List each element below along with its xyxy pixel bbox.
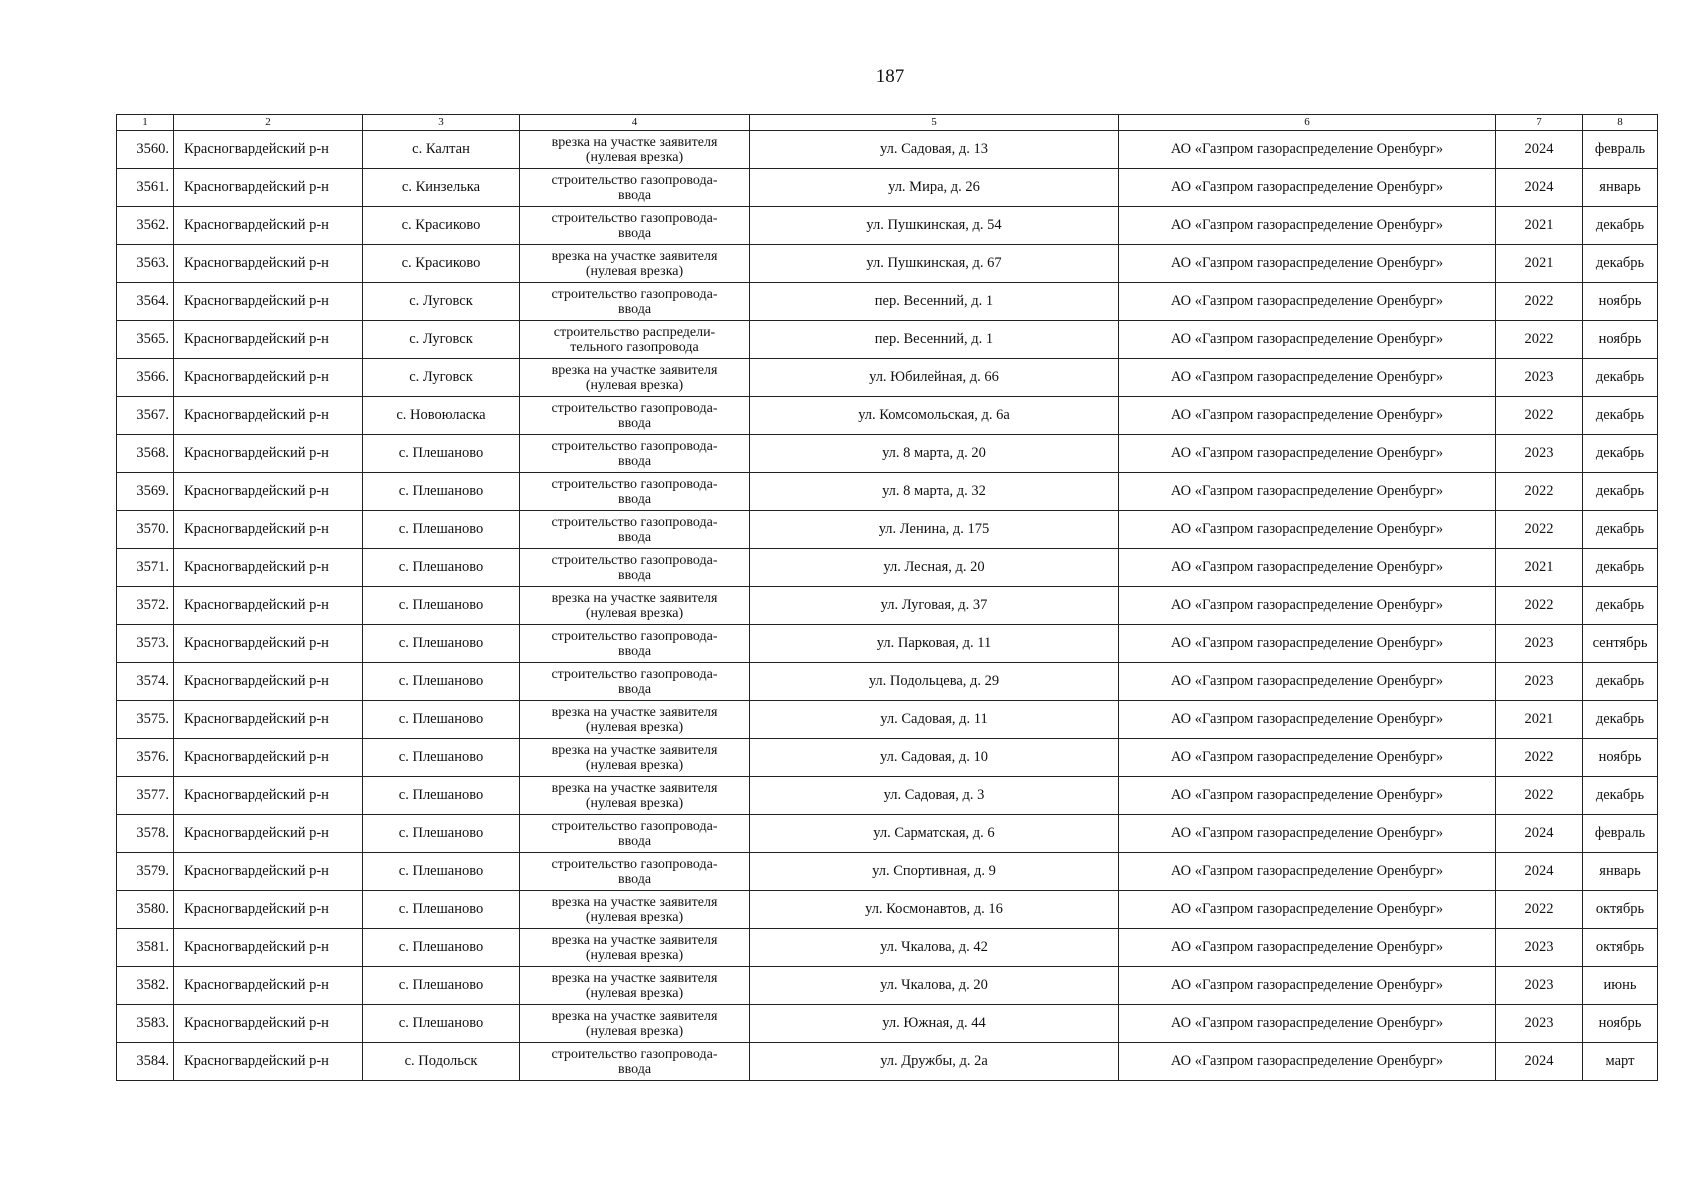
address-cell: ул. Чкалова, д. 20: [750, 967, 1119, 1005]
district-cell: Красногвардейский р-н: [174, 853, 363, 891]
row-number-cell: 3584.: [117, 1043, 174, 1081]
address-cell: ул. Южная, д. 44: [750, 1005, 1119, 1043]
year-cell: 2021: [1496, 207, 1583, 245]
work-type-cell: [520, 207, 750, 245]
settlement-cell: с. Луговск: [363, 283, 520, 321]
work-type-cell: [520, 815, 750, 853]
work-type-line: врезка на участке заявителя: [551, 894, 718, 910]
year-cell: 2022: [1496, 891, 1583, 929]
district-cell: Красногвардейский р-н: [174, 283, 363, 321]
work-type-line: (нулевая врезка): [585, 263, 684, 279]
address-cell: ул. Садовая, д. 11: [750, 701, 1119, 739]
work-type-line: врезка на участке заявителя: [551, 704, 718, 720]
year-cell: 2021: [1496, 701, 1583, 739]
work-type-line: (нулевая врезка): [585, 909, 684, 925]
address-cell: ул. Мира, д. 26: [750, 169, 1119, 207]
work-type-line: ввода: [617, 453, 652, 469]
address-cell: ул. Космонавтов, д. 16: [750, 891, 1119, 929]
settlement-cell: с. Плешаново: [363, 511, 520, 549]
month-cell: март: [1583, 1043, 1658, 1081]
work-type-line: строительство газопровода-: [551, 172, 718, 188]
work-type-line: ввода: [617, 415, 652, 431]
settlement-cell: с. Калтан: [363, 131, 520, 169]
organization-cell: АО «Газпром газораспределение Оренбург»: [1119, 853, 1496, 891]
district-cell: Красногвардейский р-н: [174, 207, 363, 245]
work-type-line: (нулевая врезка): [585, 985, 684, 1001]
work-type-cell: [520, 891, 750, 929]
organization-cell: АО «Газпром газораспределение Оренбург»: [1119, 397, 1496, 435]
year-cell: 2024: [1496, 1043, 1583, 1081]
month-cell: декабрь: [1583, 435, 1658, 473]
work-type-cell: [520, 1043, 750, 1081]
work-type-line: строительство газопровода-: [551, 1046, 718, 1062]
district-cell: Красногвардейский р-н: [174, 663, 363, 701]
settlement-cell: с. Плешаново: [363, 663, 520, 701]
district-cell: Красногвардейский р-н: [174, 245, 363, 283]
work-type-line: врезка на участке заявителя: [551, 780, 718, 796]
work-type-line: (нулевая врезка): [585, 757, 684, 773]
row-number-cell: 3566.: [117, 359, 174, 397]
row-number-cell: 3572.: [117, 587, 174, 625]
work-type-line: ввода: [617, 567, 652, 583]
year-cell: 2024: [1496, 815, 1583, 853]
settlement-cell: с. Новоюласка: [363, 397, 520, 435]
work-type-cell: [520, 435, 750, 473]
month-cell: декабрь: [1583, 549, 1658, 587]
work-type-line: врезка на участке заявителя: [551, 742, 718, 758]
address-cell: ул. Парковая, д. 11: [750, 625, 1119, 663]
address-cell: ул. Чкалова, д. 42: [750, 929, 1119, 967]
month-cell: декабрь: [1583, 397, 1658, 435]
year-cell: 2023: [1496, 929, 1583, 967]
settlement-cell: с. Плешаново: [363, 549, 520, 587]
work-type-cell: [520, 131, 750, 169]
organization-cell: АО «Газпром газораспределение Оренбург»: [1119, 663, 1496, 701]
table-row: [117, 549, 1658, 587]
address-cell: ул. Спортивная, д. 9: [750, 853, 1119, 891]
work-type-line: строительство распредели-: [553, 324, 716, 340]
month-cell: ноябрь: [1583, 739, 1658, 777]
work-type-line: ввода: [617, 225, 652, 241]
district-cell: Красногвардейский р-н: [174, 815, 363, 853]
month-cell: февраль: [1583, 131, 1658, 169]
work-type-cell: [520, 663, 750, 701]
address-cell: ул. Сарматская, д. 6: [750, 815, 1119, 853]
gasification-table: [116, 114, 1658, 1081]
work-type-line: ввода: [617, 643, 652, 659]
work-type-line: врезка на участке заявителя: [551, 590, 718, 606]
settlement-cell: с. Плешаново: [363, 815, 520, 853]
work-type-line: врезка на участке заявителя: [551, 970, 718, 986]
month-cell: декабрь: [1583, 777, 1658, 815]
work-type-cell: [520, 739, 750, 777]
district-cell: Красногвардейский р-н: [174, 511, 363, 549]
work-type-cell: [520, 245, 750, 283]
table-row: [117, 967, 1658, 1005]
row-number-cell: 3576.: [117, 739, 174, 777]
row-number-cell: 3562.: [117, 207, 174, 245]
table-row: [117, 359, 1658, 397]
row-number-cell: 3564.: [117, 283, 174, 321]
organization-cell: АО «Газпром газораспределение Оренбург»: [1119, 245, 1496, 283]
work-type-line: (нулевая врезка): [585, 795, 684, 811]
settlement-cell: с. Плешаново: [363, 625, 520, 663]
work-type-cell: [520, 1005, 750, 1043]
work-type-line: ввода: [617, 833, 652, 849]
work-type-line: врезка на участке заявителя: [551, 1008, 718, 1024]
address-cell: ул. Пушкинская, д. 54: [750, 207, 1119, 245]
organization-cell: АО «Газпром газораспределение Оренбург»: [1119, 891, 1496, 929]
table-body: [117, 131, 1658, 1081]
settlement-cell: с. Подольск: [363, 1043, 520, 1081]
district-cell: Красногвардейский р-н: [174, 473, 363, 511]
work-type-line: врезка на участке заявителя: [551, 134, 718, 150]
work-type-cell: [520, 929, 750, 967]
district-cell: Красногвардейский р-н: [174, 891, 363, 929]
year-cell: 2023: [1496, 967, 1583, 1005]
table-row: [117, 397, 1658, 435]
address-cell: ул. Пушкинская, д. 67: [750, 245, 1119, 283]
work-type-line: (нулевая врезка): [585, 377, 684, 393]
year-cell: 2024: [1496, 169, 1583, 207]
settlement-cell: с. Плешаново: [363, 929, 520, 967]
work-type-line: (нулевая врезка): [585, 605, 684, 621]
work-type-line: строительство газопровода-: [551, 818, 718, 834]
organization-cell: АО «Газпром газораспределение Оренбург»: [1119, 435, 1496, 473]
table-row: [117, 169, 1658, 207]
table-row: [117, 321, 1658, 359]
row-number-cell: 3565.: [117, 321, 174, 359]
work-type-line: строительство газопровода-: [551, 856, 718, 872]
table-row: [117, 587, 1658, 625]
month-cell: октябрь: [1583, 891, 1658, 929]
header-col-4: 4: [520, 115, 750, 131]
work-type-line: ввода: [617, 529, 652, 545]
year-cell: 2022: [1496, 473, 1583, 511]
settlement-cell: с. Плешаново: [363, 473, 520, 511]
settlement-cell: с. Плешаново: [363, 891, 520, 929]
settlement-cell: с. Плешаново: [363, 435, 520, 473]
address-cell: пер. Весенний, д. 1: [750, 321, 1119, 359]
work-type-line: строительство газопровода-: [551, 666, 718, 682]
year-cell: 2023: [1496, 663, 1583, 701]
table-row: [117, 777, 1658, 815]
row-number-cell: 3578.: [117, 815, 174, 853]
address-cell: ул. 8 марта, д. 32: [750, 473, 1119, 511]
work-type-cell: [520, 321, 750, 359]
work-type-line: строительство газопровода-: [551, 400, 718, 416]
year-cell: 2023: [1496, 625, 1583, 663]
table-row: [117, 511, 1658, 549]
settlement-cell: с. Плешаново: [363, 1005, 520, 1043]
work-type-cell: [520, 549, 750, 587]
year-cell: 2023: [1496, 1005, 1583, 1043]
work-type-line: (нулевая врезка): [585, 149, 684, 165]
organization-cell: АО «Газпром газораспределение Оренбург»: [1119, 625, 1496, 663]
header-col-7: 7: [1496, 115, 1583, 131]
row-number-cell: 3560.: [117, 131, 174, 169]
year-cell: 2024: [1496, 853, 1583, 891]
page-number: 187: [875, 66, 905, 87]
organization-cell: АО «Газпром газораспределение Оренбург»: [1119, 511, 1496, 549]
work-type-line: строительство газопровода-: [551, 552, 718, 568]
district-cell: Красногвардейский р-н: [174, 169, 363, 207]
month-cell: январь: [1583, 169, 1658, 207]
work-type-cell: [520, 397, 750, 435]
month-cell: декабрь: [1583, 701, 1658, 739]
work-type-cell: [520, 283, 750, 321]
organization-cell: АО «Газпром газораспределение Оренбург»: [1119, 321, 1496, 359]
settlement-cell: с. Плешаново: [363, 777, 520, 815]
table-header: [117, 115, 1658, 131]
year-cell: 2022: [1496, 283, 1583, 321]
organization-cell: АО «Газпром газораспределение Оренбург»: [1119, 587, 1496, 625]
settlement-cell: с. Плешаново: [363, 967, 520, 1005]
month-cell: февраль: [1583, 815, 1658, 853]
month-cell: декабрь: [1583, 359, 1658, 397]
work-type-line: ввода: [617, 491, 652, 507]
header-col-5: 5: [750, 115, 1119, 131]
table-row: [117, 815, 1658, 853]
work-type-line: строительство газопровода-: [551, 514, 718, 530]
settlement-cell: с. Плешаново: [363, 853, 520, 891]
district-cell: Красногвардейский р-н: [174, 587, 363, 625]
settlement-cell: с. Плешаново: [363, 701, 520, 739]
organization-cell: АО «Газпром газораспределение Оренбург»: [1119, 549, 1496, 587]
year-cell: 2022: [1496, 739, 1583, 777]
district-cell: Красногвардейский р-н: [174, 131, 363, 169]
address-cell: ул. Подольцева, д. 29: [750, 663, 1119, 701]
settlement-cell: с. Луговск: [363, 359, 520, 397]
organization-cell: АО «Газпром газораспределение Оренбург»: [1119, 131, 1496, 169]
work-type-cell: [520, 169, 750, 207]
month-cell: декабрь: [1583, 663, 1658, 701]
organization-cell: АО «Газпром газораспределение Оренбург»: [1119, 739, 1496, 777]
work-type-cell: [520, 473, 750, 511]
district-cell: Красногвардейский р-н: [174, 1005, 363, 1043]
header-col-2: 2: [174, 115, 363, 131]
work-type-line: врезка на участке заявителя: [551, 248, 718, 264]
work-type-cell: [520, 511, 750, 549]
district-cell: Красногвардейский р-н: [174, 397, 363, 435]
work-type-cell: [520, 359, 750, 397]
row-number-cell: 3570.: [117, 511, 174, 549]
address-cell: ул. Ленина, д. 175: [750, 511, 1119, 549]
district-cell: Красногвардейский р-н: [174, 967, 363, 1005]
district-cell: Красногвардейский р-н: [174, 625, 363, 663]
year-cell: 2022: [1496, 587, 1583, 625]
settlement-cell: с. Плешаново: [363, 587, 520, 625]
work-type-line: врезка на участке заявителя: [551, 362, 718, 378]
month-cell: декабрь: [1583, 207, 1658, 245]
address-cell: ул. 8 марта, д. 20: [750, 435, 1119, 473]
header-col-3: 3: [363, 115, 520, 131]
month-cell: декабрь: [1583, 473, 1658, 511]
month-cell: декабрь: [1583, 245, 1658, 283]
work-type-line: ввода: [617, 681, 652, 697]
table-row: [117, 131, 1658, 169]
table-row: [117, 853, 1658, 891]
year-cell: 2022: [1496, 397, 1583, 435]
table-row: [117, 1005, 1658, 1043]
row-number-cell: 3579.: [117, 853, 174, 891]
work-type-line: ввода: [617, 871, 652, 887]
table-row: [117, 283, 1658, 321]
row-number-cell: 3561.: [117, 169, 174, 207]
year-cell: 2022: [1496, 777, 1583, 815]
organization-cell: АО «Газпром газораспределение Оренбург»: [1119, 815, 1496, 853]
table-row: [117, 207, 1658, 245]
organization-cell: АО «Газпром газораспределение Оренбург»: [1119, 701, 1496, 739]
year-cell: 2023: [1496, 359, 1583, 397]
district-cell: Красногвардейский р-н: [174, 549, 363, 587]
address-cell: ул. Дружбы, д. 2а: [750, 1043, 1119, 1081]
work-type-line: тельного газопровода: [570, 339, 699, 355]
header-col-6: 6: [1119, 115, 1496, 131]
row-number-cell: 3582.: [117, 967, 174, 1005]
row-number-cell: 3573.: [117, 625, 174, 663]
month-cell: декабрь: [1583, 511, 1658, 549]
row-number-cell: 3571.: [117, 549, 174, 587]
organization-cell: АО «Газпром газораспределение Оренбург»: [1119, 777, 1496, 815]
table-row: [117, 245, 1658, 283]
district-cell: Красногвардейский р-н: [174, 359, 363, 397]
month-cell: сентябрь: [1583, 625, 1658, 663]
address-cell: ул. Садовая, д. 13: [750, 131, 1119, 169]
table-row: [117, 701, 1658, 739]
organization-cell: АО «Газпром газораспределение Оренбург»: [1119, 967, 1496, 1005]
work-type-cell: [520, 625, 750, 663]
row-number-cell: 3567.: [117, 397, 174, 435]
table-row: [117, 663, 1658, 701]
address-cell: ул. Лесная, д. 20: [750, 549, 1119, 587]
settlement-cell: с. Луговск: [363, 321, 520, 359]
header-col-8: 8: [1583, 115, 1658, 131]
work-type-line: ввода: [617, 301, 652, 317]
work-type-line: (нулевая врезка): [585, 1023, 684, 1039]
row-number-cell: 3574.: [117, 663, 174, 701]
work-type-line: строительство газопровода-: [551, 628, 718, 644]
work-type-line: строительство газопровода-: [551, 286, 718, 302]
table-row: [117, 739, 1658, 777]
table-row: [117, 1043, 1658, 1081]
address-cell: ул. Комсомольская, д. 6а: [750, 397, 1119, 435]
organization-cell: АО «Газпром газораспределение Оренбург»: [1119, 1005, 1496, 1043]
settlement-cell: с. Кинзелька: [363, 169, 520, 207]
work-type-cell: [520, 967, 750, 1005]
district-cell: Красногвардейский р-н: [174, 701, 363, 739]
row-number-cell: 3563.: [117, 245, 174, 283]
month-cell: январь: [1583, 853, 1658, 891]
organization-cell: АО «Газпром газораспределение Оренбург»: [1119, 929, 1496, 967]
month-cell: октябрь: [1583, 929, 1658, 967]
address-cell: ул. Садовая, д. 3: [750, 777, 1119, 815]
organization-cell: АО «Газпром газораспределение Оренбург»: [1119, 359, 1496, 397]
address-cell: пер. Весенний, д. 1: [750, 283, 1119, 321]
settlement-cell: с. Плешаново: [363, 739, 520, 777]
row-number-cell: 3569.: [117, 473, 174, 511]
district-cell: Красногвардейский р-н: [174, 739, 363, 777]
table-row: [117, 473, 1658, 511]
month-cell: ноябрь: [1583, 321, 1658, 359]
work-type-line: строительство газопровода-: [551, 476, 718, 492]
district-cell: Красногвардейский р-н: [174, 321, 363, 359]
year-cell: 2021: [1496, 549, 1583, 587]
month-cell: ноябрь: [1583, 1005, 1658, 1043]
work-type-cell: [520, 777, 750, 815]
district-cell: Красногвардейский р-н: [174, 1043, 363, 1081]
work-type-line: (нулевая врезка): [585, 719, 684, 735]
work-type-line: строительство газопровода-: [551, 438, 718, 454]
table-row: [117, 625, 1658, 663]
work-type-line: ввода: [617, 1061, 652, 1077]
row-number-cell: 3568.: [117, 435, 174, 473]
month-cell: ноябрь: [1583, 283, 1658, 321]
work-type-cell: [520, 701, 750, 739]
address-cell: ул. Юбилейная, д. 66: [750, 359, 1119, 397]
organization-cell: АО «Газпром газораспределение Оренбург»: [1119, 1043, 1496, 1081]
row-number-cell: 3580.: [117, 891, 174, 929]
district-cell: Красногвардейский р-н: [174, 777, 363, 815]
table-row: [117, 929, 1658, 967]
work-type-cell: [520, 853, 750, 891]
organization-cell: АО «Газпром газораспределение Оренбург»: [1119, 207, 1496, 245]
address-cell: ул. Луговая, д. 37: [750, 587, 1119, 625]
year-cell: 2023: [1496, 435, 1583, 473]
organization-cell: АО «Газпром газораспределение Оренбург»: [1119, 169, 1496, 207]
address-cell: ул. Садовая, д. 10: [750, 739, 1119, 777]
organization-cell: АО «Газпром газораспределение Оренбург»: [1119, 283, 1496, 321]
row-number-cell: 3583.: [117, 1005, 174, 1043]
month-cell: июнь: [1583, 967, 1658, 1005]
settlement-cell: с. Красиково: [363, 207, 520, 245]
work-type-line: (нулевая врезка): [585, 947, 684, 963]
work-type-line: врезка на участке заявителя: [551, 932, 718, 948]
row-number-cell: 3581.: [117, 929, 174, 967]
table-row: [117, 891, 1658, 929]
organization-cell: АО «Газпром газораспределение Оренбург»: [1119, 473, 1496, 511]
header-row: [117, 115, 1658, 131]
year-cell: 2022: [1496, 321, 1583, 359]
header-col-1: 1: [117, 115, 174, 131]
month-cell: декабрь: [1583, 587, 1658, 625]
district-cell: Красногвардейский р-н: [174, 929, 363, 967]
year-cell: 2022: [1496, 511, 1583, 549]
work-type-line: строительство газопровода-: [551, 210, 718, 226]
district-cell: Красногвардейский р-н: [174, 435, 363, 473]
work-type-line: ввода: [617, 187, 652, 203]
row-number-cell: 3575.: [117, 701, 174, 739]
year-cell: 2021: [1496, 245, 1583, 283]
settlement-cell: с. Красиково: [363, 245, 520, 283]
year-cell: 2024: [1496, 131, 1583, 169]
work-type-cell: [520, 587, 750, 625]
table-row: [117, 435, 1658, 473]
row-number-cell: 3577.: [117, 777, 174, 815]
